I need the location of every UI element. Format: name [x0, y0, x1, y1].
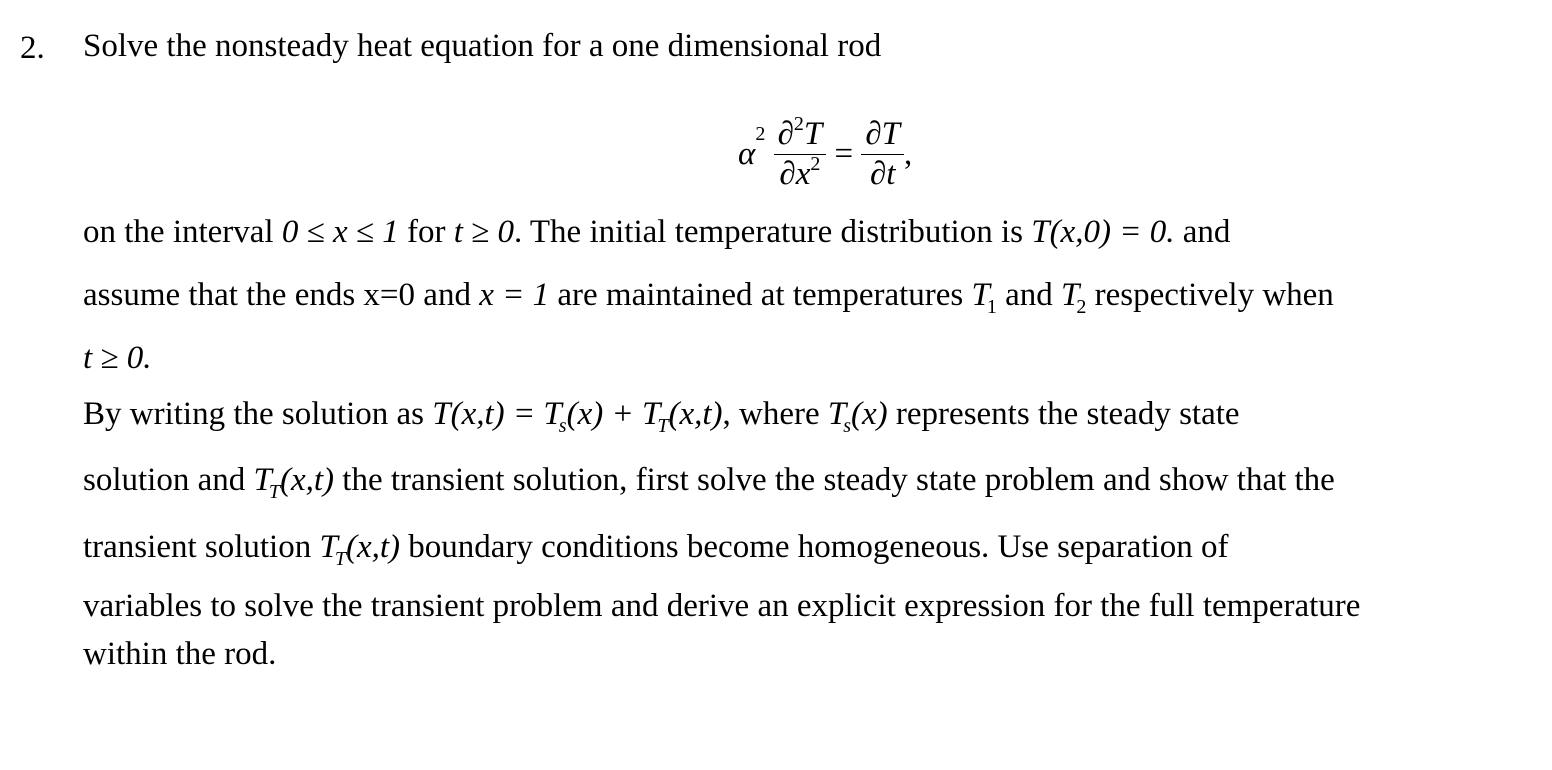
eq-lhs-den: ∂x [779, 156, 811, 192]
l1-text-a: on the interval [83, 214, 282, 250]
eq-coef-exp: 2 [755, 123, 766, 146]
l4-math-c: (x,t) [668, 396, 723, 432]
eq-rhs-fraction [861, 118, 904, 191]
text-line-3 [83, 342, 152, 375]
l6-text-b: boundary conditions become homogeneous. Use separation of [400, 529, 1229, 565]
text-line-6 [83, 529, 1229, 570]
text-line-1 [83, 216, 1230, 249]
eq-lhs-num-var: T [803, 116, 823, 152]
l1-math-initial: T(x,0) = 0. [1031, 214, 1175, 250]
l4-text-b: , where [722, 396, 828, 432]
text-line-4 [83, 396, 1240, 437]
eq-lhs-fraction [774, 113, 827, 192]
l2-math-T1-sub: 1 [986, 296, 997, 318]
l2-math-T2: T [1061, 277, 1080, 313]
l6-text-a: transient solution [83, 529, 320, 565]
l4-math-d: T [827, 396, 847, 432]
problem-title: Solve the nonsteady heat equation for a one dimensional rod [83, 28, 882, 64]
l5-math-b: (x,t) [279, 462, 335, 498]
l3-math-t: t ≥ 0. [83, 340, 152, 376]
l5-text-b: the transient solution, first solve the steady state problem and show that the [334, 462, 1335, 498]
l6-math-sub: T [334, 548, 346, 570]
l1-text-c: . The initial temperature distribution is [514, 214, 1032, 250]
eq-trailing-comma: , [904, 136, 913, 172]
l2-text-d: respectively when [1086, 277, 1334, 313]
text-line-7: variables to solve the transient problem and derive an explicit expression for the full temperature [83, 588, 1361, 624]
l2-math-T1: T [971, 277, 990, 313]
l6-math: T [319, 529, 338, 565]
l4-text-c: represents the steady state [887, 396, 1240, 432]
l2-math-x1: x = 1 [479, 277, 550, 313]
l4-math-a: T(x,t) = T [432, 396, 562, 432]
l2-text-c: and [996, 277, 1062, 313]
l4-math-b-sub: T [657, 415, 669, 437]
l5-math-sub: T [268, 481, 280, 503]
l2-text-b: are maintained at temperatures [549, 277, 972, 313]
text-line-5 [83, 462, 1335, 503]
l4-math-b: (x) + T [566, 396, 661, 432]
l2-math-T2-sub: 2 [1076, 296, 1087, 318]
eq-lhs-partial: ∂ [777, 116, 794, 152]
l1-text-d: and [1174, 214, 1231, 250]
eq-lhs-den-exp: 2 [810, 153, 821, 175]
l1-math-t: t ≥ 0 [453, 214, 514, 250]
eq-coef: α [738, 136, 756, 172]
eq-rhs-den: ∂t [869, 156, 896, 192]
l4-math-e: (x) [851, 396, 888, 432]
problem-number: 2. [20, 30, 45, 66]
l5-text-a: solution and [83, 462, 254, 498]
eq-lhs-num-exp: 2 [793, 113, 804, 135]
l2-text-a: assume that the ends x=0 and [83, 277, 480, 313]
l6-math-b: (x,t) [345, 529, 401, 565]
l1-math-interval: 0 ≤ x ≤ 1 [281, 214, 399, 250]
l5-math: T [253, 462, 272, 498]
heat-equation [738, 113, 913, 192]
eq-equals: = [834, 136, 854, 172]
l4-math-a-sub: s [558, 415, 567, 437]
l1-text-b: for [398, 214, 454, 250]
text-line-2 [83, 277, 1334, 318]
text-line-8: within the rod. [83, 636, 277, 672]
l4-text-a: By writing the solution as [83, 396, 433, 432]
eq-rhs-num: ∂T [861, 118, 904, 155]
l4-math-d-sub: s [843, 415, 852, 437]
